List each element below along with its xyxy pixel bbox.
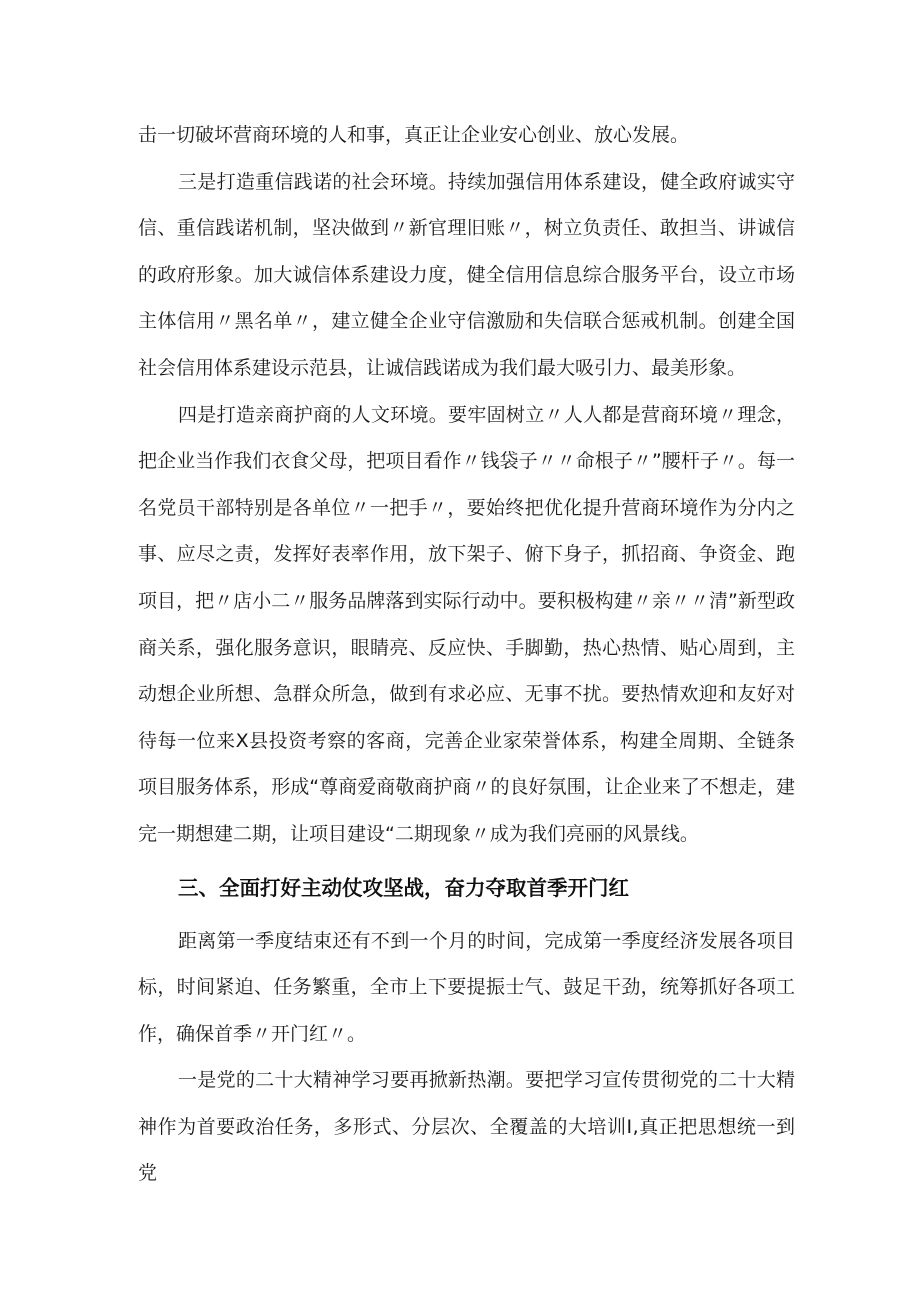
paragraph-continued: 击一切破坏营商环境的人和事，真正让企业安心创业、放心发展。 [138, 124, 690, 146]
paragraph-first-quarter: 距离第一季度结束还有不到一个月的时间，完成第一季度经济发展各项目标，时间紧迫、任务繁重，全市上下要提振士气、鼓足干劲，统筹抓好各项工作，确保首季〃开门红〃。 [138, 929, 795, 1045]
paragraph-social-environment: 三是打造重信践诺的社会环境。持续加强信用体系建设，健全政府诚实守信、重信践诺机制，坚决做到〃新官理旧账〃，树立负责任、敢担当、讲诚信的政府形象。加大诚信体系建设力度，健全信用信息综合服务平台，设立市场主体信用〃黑名单〃，建立健全企业守信激励和失信联合惩戒机制。创建全国社会信用体系建设示范县，让诚信践诺成为我们最大吸引力、最美形象。 [138, 170, 795, 379]
section-heading: 三、全面打好主动仗攻坚战，奋力夺取首季开门红 [178, 875, 629, 900]
paragraph-cultural-environment: 四是打造亲商护商的人文环境。要牢固树立〃人人都是营商环境〃理念，把企业当作我们衣食父母，把项目看作〃钱袋子〃〃命根子〃”腰杆子〃。每一名党员干部特别是各单位〃一把手〃，要始终把优化提升营商环境作为分内之事、应尽之责，发挥好表率作用，放下架子、俯下身子，抓招商、争资金、跑项目，把〃店小二〃服务品牌落到实际行动中。要积极构建〃亲〃〃清”新型政商关系，强化服务意识，眼睛亮、反应快、手脚勤，热心热情、贴心周到，主动想企业所想、急群众所急，做到有求必应、无事不扰。要热情欢迎和友好对待每一位来X县投资考察的客商，完善企业家荣誉体系，构建全周期、全链条项目服务体系，形成“尊商爱商敬商护商〃的良好氛围，让企业来了不想走，建完一期想建二期，让项目建设“二期现象〃成为我们亮丽的风景线。 [138, 403, 795, 845]
document-body [138, 112, 795, 1197]
paragraph-study-spirit: 一是党的二十大精神学习要再掀新热潮。要把学习宣传贯彻党的二十大精神作为首要政治任务，多形式、分层次、全覆盖的大培训Ⅰ,真正把思想统一到党 [138, 1069, 795, 1185]
